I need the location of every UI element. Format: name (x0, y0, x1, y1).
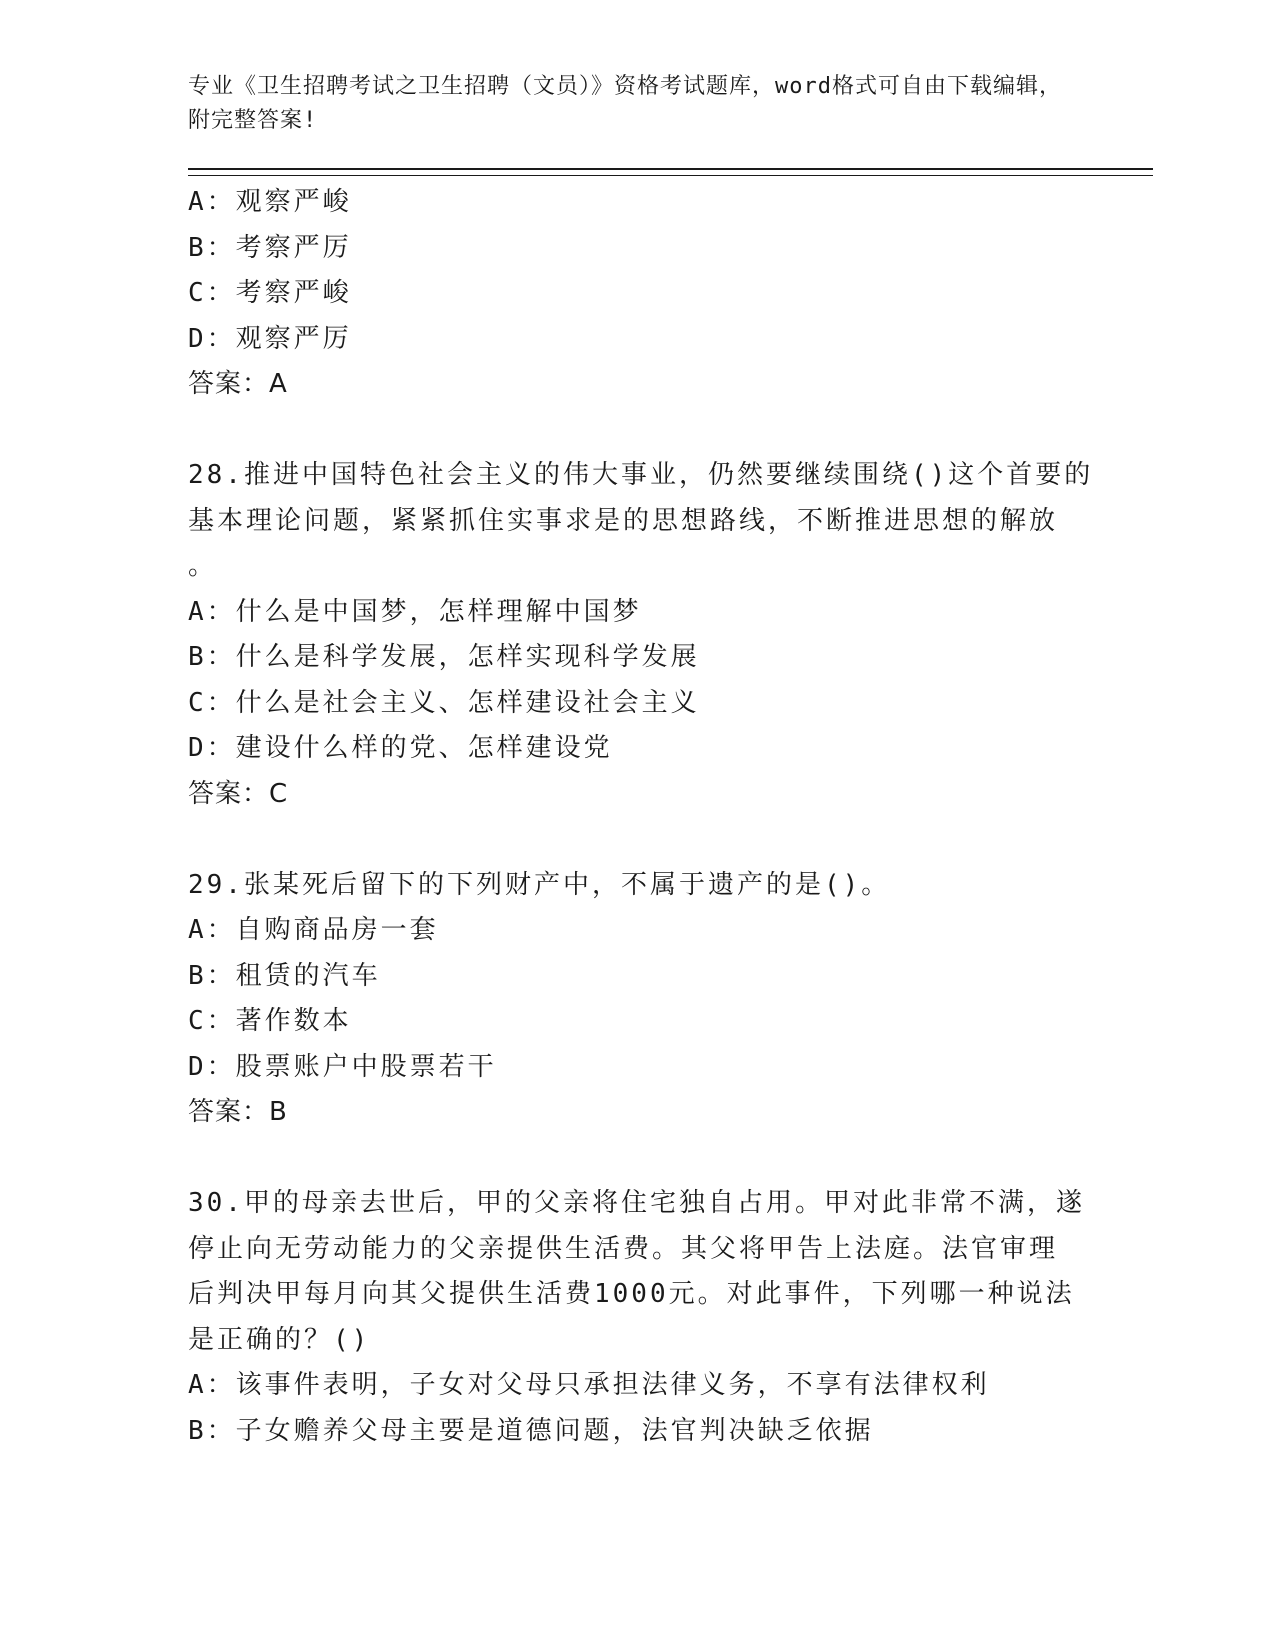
option-a: A：观察严峻 (188, 187, 352, 217)
question-text-line: 29.张某死后留下的下列财产中，不属于遗产的是()。 (188, 869, 891, 900)
spacer (188, 817, 1153, 863)
option-d: D：股票账户中股票若干 (188, 1051, 497, 1082)
option-b: B：考察严厉 (188, 232, 352, 263)
question-list (188, 180, 1153, 1454)
question-text-line: 停止向无劳动能力的父亲提供生活费。其父将甲告上法庭。法官审理 (188, 1233, 1059, 1264)
answer-line: 答案：A (188, 369, 288, 399)
question-text-line: 28.推进中国特色社会主义的伟大事业，仍然要继续围绕()这个首要的 (188, 460, 1094, 490)
question-28 (188, 453, 1153, 817)
option-c: C：考察严峻 (188, 278, 352, 308)
option-b: B：子女赡养父母主要是道德问题，法官判决缺乏依据 (188, 1415, 874, 1446)
option-d: D：观察严厉 (188, 323, 352, 354)
option-b: B：租赁的汽车 (188, 960, 381, 991)
question-27-continued (188, 180, 1153, 408)
document-header (188, 70, 1068, 138)
question-text-line: 30.甲的母亲去世后，甲的父亲将住宅独自占用。甲对此非常不满，遂 (188, 1188, 1085, 1218)
question-text-line: 基本理论问题，紧紧抓住实事求是的思想路线，不断推进思想的解放 (188, 505, 1059, 536)
option-c: C：著作数本 (188, 1006, 352, 1036)
header-intro-text: 专业《卫生招聘考试之卫生招聘（文员）》资格考试题库，word格式可自由下载编辑，附完整答案! (188, 74, 1062, 133)
option-b: B：什么是科学发展，怎样实现科学发展 (188, 642, 700, 672)
question-30 (188, 1181, 1153, 1454)
question-29 (188, 863, 1153, 1136)
question-text-line: 后判决甲每月向其父提供生活费1000元。对此事件，下列哪一种说法 (188, 1279, 1075, 1309)
option-a: A：自购商品房一套 (188, 915, 439, 945)
option-a: A：什么是中国梦，怎样理解中国梦 (188, 596, 642, 627)
question-text-line: 是正确的？() (188, 1324, 371, 1355)
option-d: D：建设什么样的党、怎样建设党 (188, 733, 613, 763)
spacer (188, 408, 1153, 454)
header-divider (188, 168, 1153, 176)
option-a: A：该事件表明，子女对父母只承担法律义务，不享有法律权利 (188, 1370, 990, 1400)
document-page (188, 70, 1153, 1454)
question-text-line: 。 (188, 551, 218, 581)
spacer (188, 1136, 1153, 1182)
answer-line: 答案：B (188, 1097, 288, 1127)
answer-line: 答案：C (188, 778, 289, 809)
option-c: C：什么是社会主义、怎样建设社会主义 (188, 687, 700, 718)
